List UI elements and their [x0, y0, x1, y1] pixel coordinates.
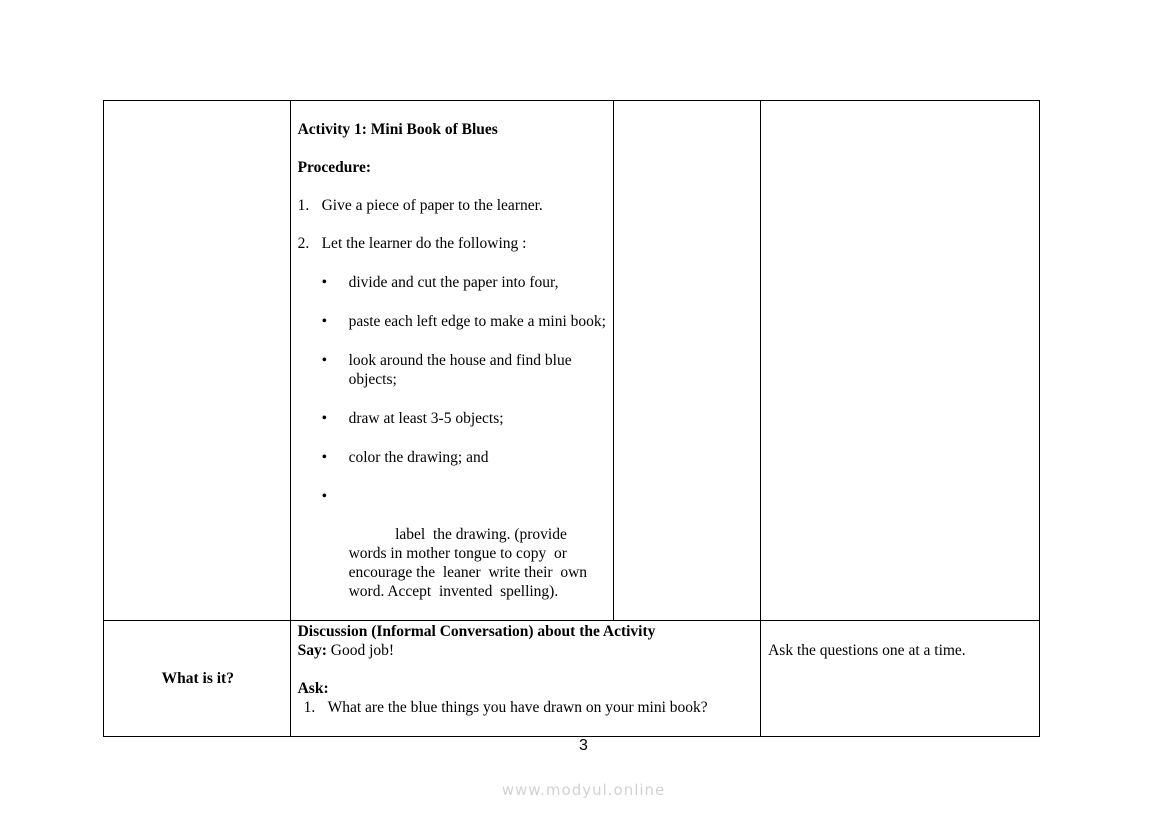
notes-cell	[761, 101, 1040, 621]
teacher-note: Ask the questions one at a time.	[768, 642, 966, 659]
list-item	[298, 312, 607, 331]
list-item-text: label the drawing. (provide words in mother tongue to copy or encourage the leaner write their own word. Accept invented spelling).	[348, 526, 591, 600]
question-item	[298, 698, 755, 717]
watermark: www.modyul.online	[501, 781, 666, 799]
bullet-icon: •	[321, 449, 328, 466]
question-number: 1.	[303, 699, 316, 716]
step-text: Give a piece of paper to the learner.	[321, 197, 543, 214]
discussion-cell	[290, 621, 761, 737]
list-item	[298, 351, 607, 389]
list-item	[298, 487, 607, 620]
list-item	[298, 273, 607, 292]
bullet-icon: •	[321, 313, 328, 330]
list-item-text: paste each left edge to make a mini book;	[348, 313, 606, 330]
say-line	[298, 641, 755, 660]
empty-cell	[613, 101, 760, 621]
ask-label: Ask:	[297, 680, 329, 697]
step-number: 1.	[297, 197, 310, 214]
section-cell	[104, 621, 291, 737]
table-row	[104, 621, 1040, 737]
list-item	[298, 448, 607, 467]
say-text: Good job!	[326, 642, 395, 659]
list-item-text: draw at least 3-5 objects;	[348, 410, 504, 427]
section-label: What is it?	[161, 670, 234, 687]
bullet-icon: •	[321, 410, 328, 427]
bullet-icon: •	[321, 274, 328, 291]
step-number: 2.	[297, 235, 310, 252]
say-label: Say:	[297, 642, 327, 659]
question-text: What are the blue things you have drawn on your mini book?	[327, 699, 708, 716]
procedure-step	[298, 234, 607, 253]
list-item-text: color the drawing; and	[348, 449, 489, 466]
bullet-icon: •	[321, 352, 328, 369]
notes-cell	[761, 621, 1040, 737]
activity-title: Activity 1: Mini Book of Blues	[297, 121, 498, 138]
procedure-step	[298, 196, 607, 215]
procedure-cell	[290, 101, 613, 621]
list-item-text: divide and cut the paper into four,	[348, 274, 559, 291]
section-cell	[104, 101, 291, 621]
list-item-text: look around the house and find blue objects;	[348, 352, 572, 388]
instruction-list	[298, 273, 607, 620]
discussion-title: Discussion (Informal Conversation) about the Activity	[297, 623, 656, 640]
lesson-plan-table	[103, 100, 1040, 737]
table-row	[104, 101, 1040, 621]
procedure-label: Procedure:	[297, 159, 372, 176]
page-number: 3	[579, 737, 588, 754]
step-text: Let the learner do the following :	[321, 235, 527, 252]
bullet-icon: •	[321, 488, 328, 505]
list-item	[298, 409, 607, 428]
